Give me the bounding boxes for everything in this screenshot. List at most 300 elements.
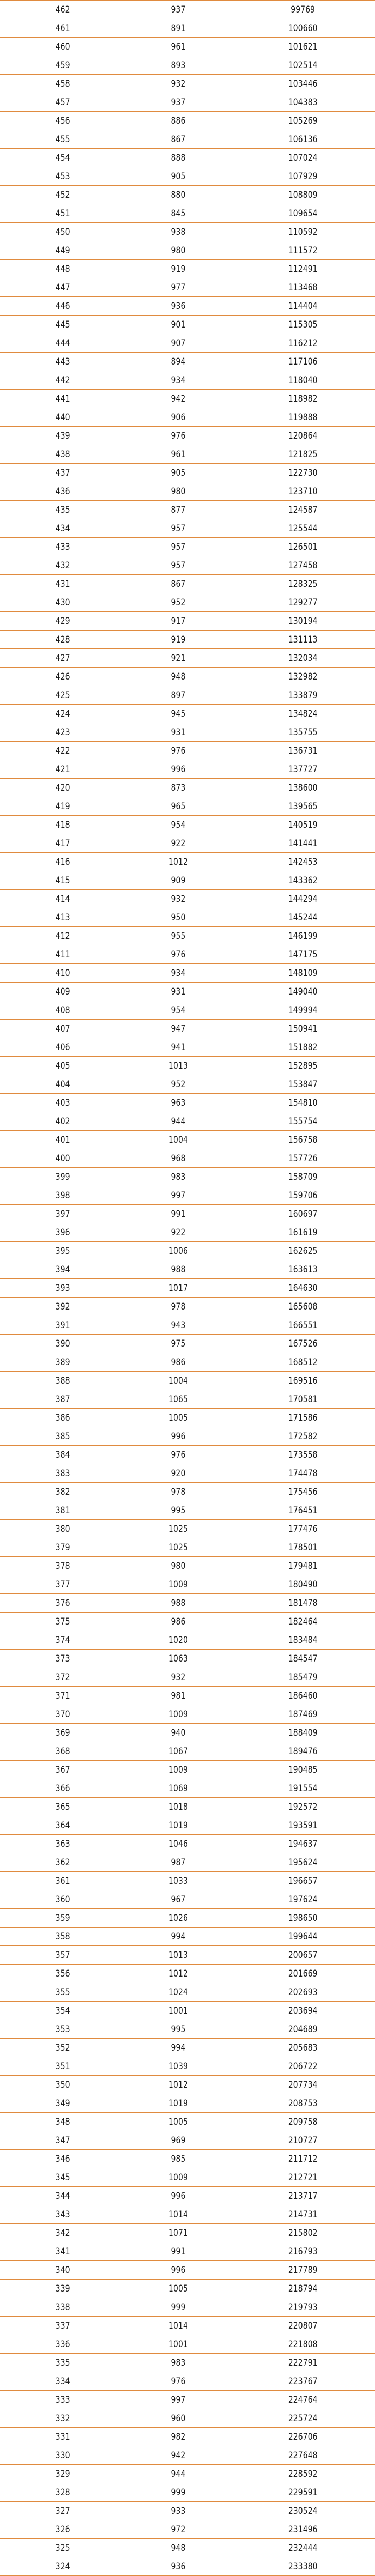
- cell-cumulative: 167526: [235, 1335, 370, 1353]
- cell-value: 1005: [130, 2113, 227, 2131]
- cell-value: 894: [130, 353, 227, 371]
- cell-value: 980: [130, 1557, 227, 1575]
- cell-index: 428: [4, 631, 122, 649]
- cell-value: 938: [130, 223, 227, 241]
- cell-value: 931: [130, 983, 227, 1001]
- cell-index: 430: [4, 593, 122, 612]
- cell-index: 401: [4, 1131, 122, 1149]
- cell-cumulative: 203694: [235, 2002, 370, 2020]
- cell-value: 880: [130, 186, 227, 204]
- table-row: [0, 556, 375, 575]
- cell-value: 976: [130, 2372, 227, 2391]
- table-row: [0, 501, 375, 519]
- cell-cumulative: 228592: [235, 2465, 370, 2483]
- cell-value: 1025: [130, 1520, 227, 1538]
- cell-index: 447: [4, 278, 122, 297]
- cell-cumulative: 210727: [235, 2131, 370, 2150]
- cell-value: 976: [130, 742, 227, 760]
- cell-cumulative: 146199: [235, 927, 370, 945]
- table-row: [0, 1835, 375, 1853]
- cell-value: 934: [130, 964, 227, 983]
- cell-value: 1019: [130, 1816, 227, 1835]
- table-row: [0, 1112, 375, 1131]
- cell-index: 433: [4, 538, 122, 556]
- cell-cumulative: 168512: [235, 1353, 370, 1372]
- cell-value: 942: [130, 390, 227, 408]
- cell-value: 1033: [130, 1872, 227, 1890]
- cell-value: 997: [130, 2391, 227, 2409]
- cell-index: 375: [4, 1613, 122, 1631]
- cell-index: 342: [4, 2224, 122, 2242]
- table-row: [0, 686, 375, 705]
- cell-value: 1019: [130, 2094, 227, 2113]
- cell-value: 907: [130, 334, 227, 353]
- cell-cumulative: 151882: [235, 1038, 370, 1057]
- cell-cumulative: 121825: [235, 445, 370, 464]
- cell-cumulative: 141441: [235, 834, 370, 853]
- cell-value: 963: [130, 1094, 227, 1112]
- cell-value: 936: [130, 2557, 227, 2576]
- table-row: [0, 668, 375, 686]
- table-row: [0, 149, 375, 167]
- cell-index: 411: [4, 945, 122, 964]
- table-row: [0, 723, 375, 742]
- table-row: [0, 1298, 375, 1316]
- cell-cumulative: 213717: [235, 2187, 370, 2205]
- cell-index: 349: [4, 2094, 122, 2113]
- cell-value: 1014: [130, 2317, 227, 2335]
- cell-index: 415: [4, 871, 122, 890]
- table-row: [0, 204, 375, 223]
- table-row: [0, 1335, 375, 1353]
- table-row: [0, 1946, 375, 1965]
- table-row: [0, 1650, 375, 1668]
- cell-cumulative: 100660: [235, 19, 370, 38]
- cell-cumulative: 186460: [235, 1687, 370, 1705]
- cell-cumulative: 105269: [235, 112, 370, 130]
- cell-cumulative: 163613: [235, 1260, 370, 1279]
- cell-index: 420: [4, 779, 122, 797]
- cell-value: 1012: [130, 2076, 227, 2094]
- cell-value: 932: [130, 1668, 227, 1687]
- cell-value: 1005: [130, 2280, 227, 2298]
- cell-value: 985: [130, 2150, 227, 2168]
- table-row: [0, 2187, 375, 2205]
- cell-index: 399: [4, 1168, 122, 1186]
- table-row: [0, 2557, 375, 2576]
- cell-value: 980: [130, 482, 227, 501]
- cell-cumulative: 152895: [235, 1057, 370, 1075]
- cell-value: 982: [130, 2428, 227, 2446]
- cell-cumulative: 155754: [235, 1112, 370, 1131]
- cell-value: 920: [130, 1464, 227, 1483]
- cell-cumulative: 174478: [235, 1464, 370, 1483]
- cell-index: 372: [4, 1668, 122, 1687]
- cell-cumulative: 206722: [235, 2057, 370, 2076]
- cell-index: 393: [4, 1279, 122, 1298]
- cell-index: 326: [4, 2520, 122, 2539]
- cell-index: 329: [4, 2465, 122, 2483]
- cell-index: 381: [4, 1501, 122, 1520]
- cell-value: 1001: [130, 2335, 227, 2354]
- cell-index: 345: [4, 2168, 122, 2187]
- cell-index: 424: [4, 705, 122, 723]
- cell-cumulative: 137727: [235, 760, 370, 779]
- table-row: [0, 2094, 375, 2113]
- cell-value: 981: [130, 1687, 227, 1705]
- table-row: [0, 2409, 375, 2428]
- cell-index: 414: [4, 890, 122, 908]
- cell-index: 354: [4, 2002, 122, 2020]
- cell-value: 905: [130, 167, 227, 186]
- cell-value: 845: [130, 204, 227, 223]
- cell-value: 1009: [130, 1575, 227, 1594]
- cell-index: 460: [4, 38, 122, 56]
- cell-value: 1009: [130, 2168, 227, 2187]
- cell-value: 988: [130, 1260, 227, 1279]
- cell-cumulative: 218794: [235, 2280, 370, 2298]
- cell-value: 991: [130, 2242, 227, 2261]
- cell-value: 1039: [130, 2057, 227, 2076]
- cell-index: 380: [4, 1520, 122, 1538]
- cell-value: 922: [130, 834, 227, 853]
- cell-index: 374: [4, 1631, 122, 1650]
- cell-index: 384: [4, 1446, 122, 1464]
- cell-value: 1063: [130, 1650, 227, 1668]
- cell-value: 917: [130, 612, 227, 631]
- cell-value: 975: [130, 1335, 227, 1353]
- cell-cumulative: 205683: [235, 2039, 370, 2057]
- cell-index: 378: [4, 1557, 122, 1575]
- table-row: [0, 2520, 375, 2539]
- cell-cumulative: 126501: [235, 538, 370, 556]
- cell-index: 368: [4, 1742, 122, 1761]
- cell-cumulative: 178501: [235, 1538, 370, 1557]
- cell-value: 994: [130, 2039, 227, 2057]
- cell-cumulative: 182464: [235, 1613, 370, 1631]
- cell-index: 455: [4, 130, 122, 149]
- table-row: [0, 334, 375, 353]
- table-row: [0, 1, 375, 19]
- cell-cumulative: 142453: [235, 853, 370, 871]
- cell-index: 444: [4, 334, 122, 353]
- table-row: [0, 538, 375, 556]
- cell-cumulative: 140519: [235, 816, 370, 834]
- cell-value: 983: [130, 1168, 227, 1186]
- table-row: [0, 797, 375, 816]
- table-row: [0, 742, 375, 760]
- cell-index: 325: [4, 2539, 122, 2557]
- cell-index: 385: [4, 1427, 122, 1446]
- cell-cumulative: 232444: [235, 2539, 370, 2557]
- cell-index: 365: [4, 1798, 122, 1816]
- table-row: [0, 1186, 375, 1205]
- cell-index: 462: [4, 1, 122, 19]
- table-row: [0, 2039, 375, 2057]
- table-row: [0, 1131, 375, 1149]
- cell-index: 395: [4, 1242, 122, 1260]
- cell-value: 909: [130, 871, 227, 890]
- cell-value: 952: [130, 1075, 227, 1094]
- table-row: [0, 1205, 375, 1223]
- table-row: [0, 19, 375, 38]
- cell-index: 370: [4, 1705, 122, 1724]
- cell-value: 957: [130, 556, 227, 575]
- cell-value: 1013: [130, 1946, 227, 1965]
- cell-cumulative: 183484: [235, 1631, 370, 1650]
- cell-cumulative: 191554: [235, 1779, 370, 1798]
- cell-cumulative: 195624: [235, 1853, 370, 1872]
- cell-cumulative: 175456: [235, 1483, 370, 1501]
- cell-cumulative: 209758: [235, 2113, 370, 2131]
- cell-value: 976: [130, 1446, 227, 1464]
- table-row: [0, 1613, 375, 1631]
- cell-cumulative: 230524: [235, 2502, 370, 2520]
- cell-cumulative: 157726: [235, 1149, 370, 1168]
- table-row: [0, 2446, 375, 2465]
- cell-value: 932: [130, 75, 227, 93]
- cell-index: 387: [4, 1390, 122, 1409]
- cell-cumulative: 103446: [235, 75, 370, 93]
- cell-cumulative: 204689: [235, 2020, 370, 2039]
- cell-value: 945: [130, 705, 227, 723]
- cell-value: 934: [130, 371, 227, 390]
- cell-value: 960: [130, 2409, 227, 2428]
- cell-value: 940: [130, 1724, 227, 1742]
- cell-value: 1012: [130, 853, 227, 871]
- cell-index: 453: [4, 167, 122, 186]
- table-row: [0, 1501, 375, 1520]
- table-row: [0, 297, 375, 316]
- cell-value: 987: [130, 1853, 227, 1872]
- cell-cumulative: 221808: [235, 2335, 370, 2354]
- cell-value: 988: [130, 1594, 227, 1613]
- cell-cumulative: 207734: [235, 2076, 370, 2094]
- table-row: [0, 2335, 375, 2354]
- table-row: [0, 705, 375, 723]
- cell-cumulative: 180490: [235, 1575, 370, 1594]
- cell-index: 348: [4, 2113, 122, 2131]
- cell-index: 388: [4, 1372, 122, 1390]
- cell-index: 391: [4, 1316, 122, 1335]
- cell-index: 417: [4, 834, 122, 853]
- cell-index: 328: [4, 2483, 122, 2502]
- cell-index: 409: [4, 983, 122, 1001]
- cell-cumulative: 149994: [235, 1001, 370, 1020]
- cell-cumulative: 101621: [235, 38, 370, 56]
- cell-cumulative: 196657: [235, 1872, 370, 1890]
- cell-cumulative: 150941: [235, 1020, 370, 1038]
- table-row: [0, 2057, 375, 2076]
- cell-index: 383: [4, 1464, 122, 1483]
- cell-cumulative: 166551: [235, 1316, 370, 1335]
- cell-index: 327: [4, 2502, 122, 2520]
- table-row: [0, 1761, 375, 1779]
- cell-cumulative: 135755: [235, 723, 370, 742]
- table-row: [0, 1779, 375, 1798]
- cell-cumulative: 110592: [235, 223, 370, 241]
- table-row: [0, 408, 375, 427]
- cell-cumulative: 132982: [235, 668, 370, 686]
- cell-value: 996: [130, 1427, 227, 1446]
- cell-index: 331: [4, 2428, 122, 2446]
- cell-cumulative: 172582: [235, 1427, 370, 1446]
- cell-value: 967: [130, 1890, 227, 1909]
- table-row: [0, 1001, 375, 1020]
- cell-value: 1012: [130, 1965, 227, 1983]
- table-row: [0, 2354, 375, 2372]
- cell-index: 396: [4, 1223, 122, 1242]
- cell-value: 919: [130, 260, 227, 278]
- cell-index: 356: [4, 1965, 122, 1983]
- cell-value: 961: [130, 445, 227, 464]
- table-row: [0, 871, 375, 890]
- cell-cumulative: 177476: [235, 1520, 370, 1538]
- cell-value: 921: [130, 649, 227, 668]
- cell-cumulative: 215802: [235, 2224, 370, 2242]
- cell-index: 410: [4, 964, 122, 983]
- cell-index: 456: [4, 112, 122, 130]
- cell-index: 449: [4, 241, 122, 260]
- table-row: [0, 612, 375, 631]
- cell-index: 434: [4, 519, 122, 538]
- cell-index: 435: [4, 501, 122, 519]
- cell-cumulative: 116212: [235, 334, 370, 353]
- table-row: [0, 223, 375, 241]
- cell-cumulative: 134824: [235, 705, 370, 723]
- cell-value: 942: [130, 2446, 227, 2465]
- cell-value: 1065: [130, 1390, 227, 1409]
- cell-index: 357: [4, 1946, 122, 1965]
- cell-index: 441: [4, 390, 122, 408]
- cell-value: 977: [130, 278, 227, 297]
- table-row: [0, 445, 375, 464]
- cell-cumulative: 106136: [235, 130, 370, 149]
- table-row: [0, 2242, 375, 2261]
- cell-cumulative: 171586: [235, 1409, 370, 1427]
- table-row: [0, 1853, 375, 1872]
- table-row: [0, 2113, 375, 2131]
- cell-value: 997: [130, 1186, 227, 1205]
- table-row: [0, 1020, 375, 1038]
- cell-index: 335: [4, 2354, 122, 2372]
- table-row: [0, 2428, 375, 2446]
- cell-cumulative: 114404: [235, 297, 370, 316]
- cell-index: 438: [4, 445, 122, 464]
- cell-cumulative: 108809: [235, 186, 370, 204]
- table-row: [0, 260, 375, 278]
- table-row: [0, 1520, 375, 1538]
- cell-index: 355: [4, 1983, 122, 2002]
- cell-value: 1004: [130, 1372, 227, 1390]
- table-row: [0, 1353, 375, 1372]
- table-row: [0, 1742, 375, 1761]
- table-row: [0, 56, 375, 75]
- table-row: [0, 1057, 375, 1075]
- cell-cumulative: 229591: [235, 2483, 370, 2502]
- cell-index: 402: [4, 1112, 122, 1131]
- cell-index: 346: [4, 2150, 122, 2168]
- cell-cumulative: 187469: [235, 1705, 370, 1724]
- cell-cumulative: 200657: [235, 1946, 370, 1965]
- cell-index: 421: [4, 760, 122, 779]
- cell-cumulative: 189476: [235, 1742, 370, 1761]
- table-row: [0, 1260, 375, 1279]
- cell-value: 1046: [130, 1835, 227, 1853]
- cell-index: 451: [4, 204, 122, 223]
- cell-cumulative: 179481: [235, 1557, 370, 1575]
- cell-value: 1020: [130, 1631, 227, 1650]
- table-row: [0, 1168, 375, 1186]
- table-row: [0, 2280, 375, 2298]
- cell-index: 340: [4, 2261, 122, 2280]
- cell-cumulative: 194637: [235, 1835, 370, 1853]
- cell-value: 877: [130, 501, 227, 519]
- cell-index: 343: [4, 2205, 122, 2224]
- cell-cumulative: 119888: [235, 408, 370, 427]
- cell-value: 996: [130, 2187, 227, 2205]
- table-row: [0, 1668, 375, 1687]
- cell-cumulative: 222791: [235, 2354, 370, 2372]
- cell-cumulative: 143362: [235, 871, 370, 890]
- cell-value: 1071: [130, 2224, 227, 2242]
- cell-index: 397: [4, 1205, 122, 1223]
- table-row: [0, 316, 375, 334]
- table-row: [0, 464, 375, 482]
- table-row: [0, 2224, 375, 2242]
- cell-value: 948: [130, 2539, 227, 2557]
- cell-value: 931: [130, 723, 227, 742]
- cell-cumulative: 117106: [235, 353, 370, 371]
- cell-cumulative: 192572: [235, 1798, 370, 1816]
- table-row: [0, 1724, 375, 1742]
- table-row: [0, 2298, 375, 2317]
- table-row: [0, 2502, 375, 2520]
- cell-value: 943: [130, 1316, 227, 1335]
- cell-index: 324: [4, 2557, 122, 2576]
- cell-index: 394: [4, 1260, 122, 1279]
- cell-value: 1009: [130, 1761, 227, 1779]
- cell-cumulative: 160697: [235, 1205, 370, 1223]
- table-row: [0, 1372, 375, 1390]
- cell-value: 1013: [130, 1057, 227, 1075]
- cell-index: 360: [4, 1890, 122, 1909]
- table-row: [0, 1446, 375, 1464]
- cell-value: 867: [130, 575, 227, 593]
- table-row: [0, 2020, 375, 2039]
- cell-index: 413: [4, 908, 122, 927]
- table-row: [0, 2002, 375, 2020]
- cell-cumulative: 136731: [235, 742, 370, 760]
- cell-cumulative: 118982: [235, 390, 370, 408]
- cell-value: 947: [130, 1020, 227, 1038]
- cell-cumulative: 113468: [235, 278, 370, 297]
- cell-cumulative: 133879: [235, 686, 370, 705]
- table-row: [0, 390, 375, 408]
- cell-cumulative: 102514: [235, 56, 370, 75]
- cell-cumulative: 224764: [235, 2391, 370, 2409]
- cell-index: 450: [4, 223, 122, 241]
- table-row: [0, 593, 375, 612]
- table-row: [0, 2168, 375, 2187]
- cell-cumulative: 145244: [235, 908, 370, 927]
- table-row: [0, 816, 375, 834]
- table-row: [0, 1409, 375, 1427]
- table-row: [0, 1427, 375, 1446]
- cell-cumulative: 154810: [235, 1094, 370, 1112]
- cell-value: 867: [130, 130, 227, 149]
- cell-value: 891: [130, 19, 227, 38]
